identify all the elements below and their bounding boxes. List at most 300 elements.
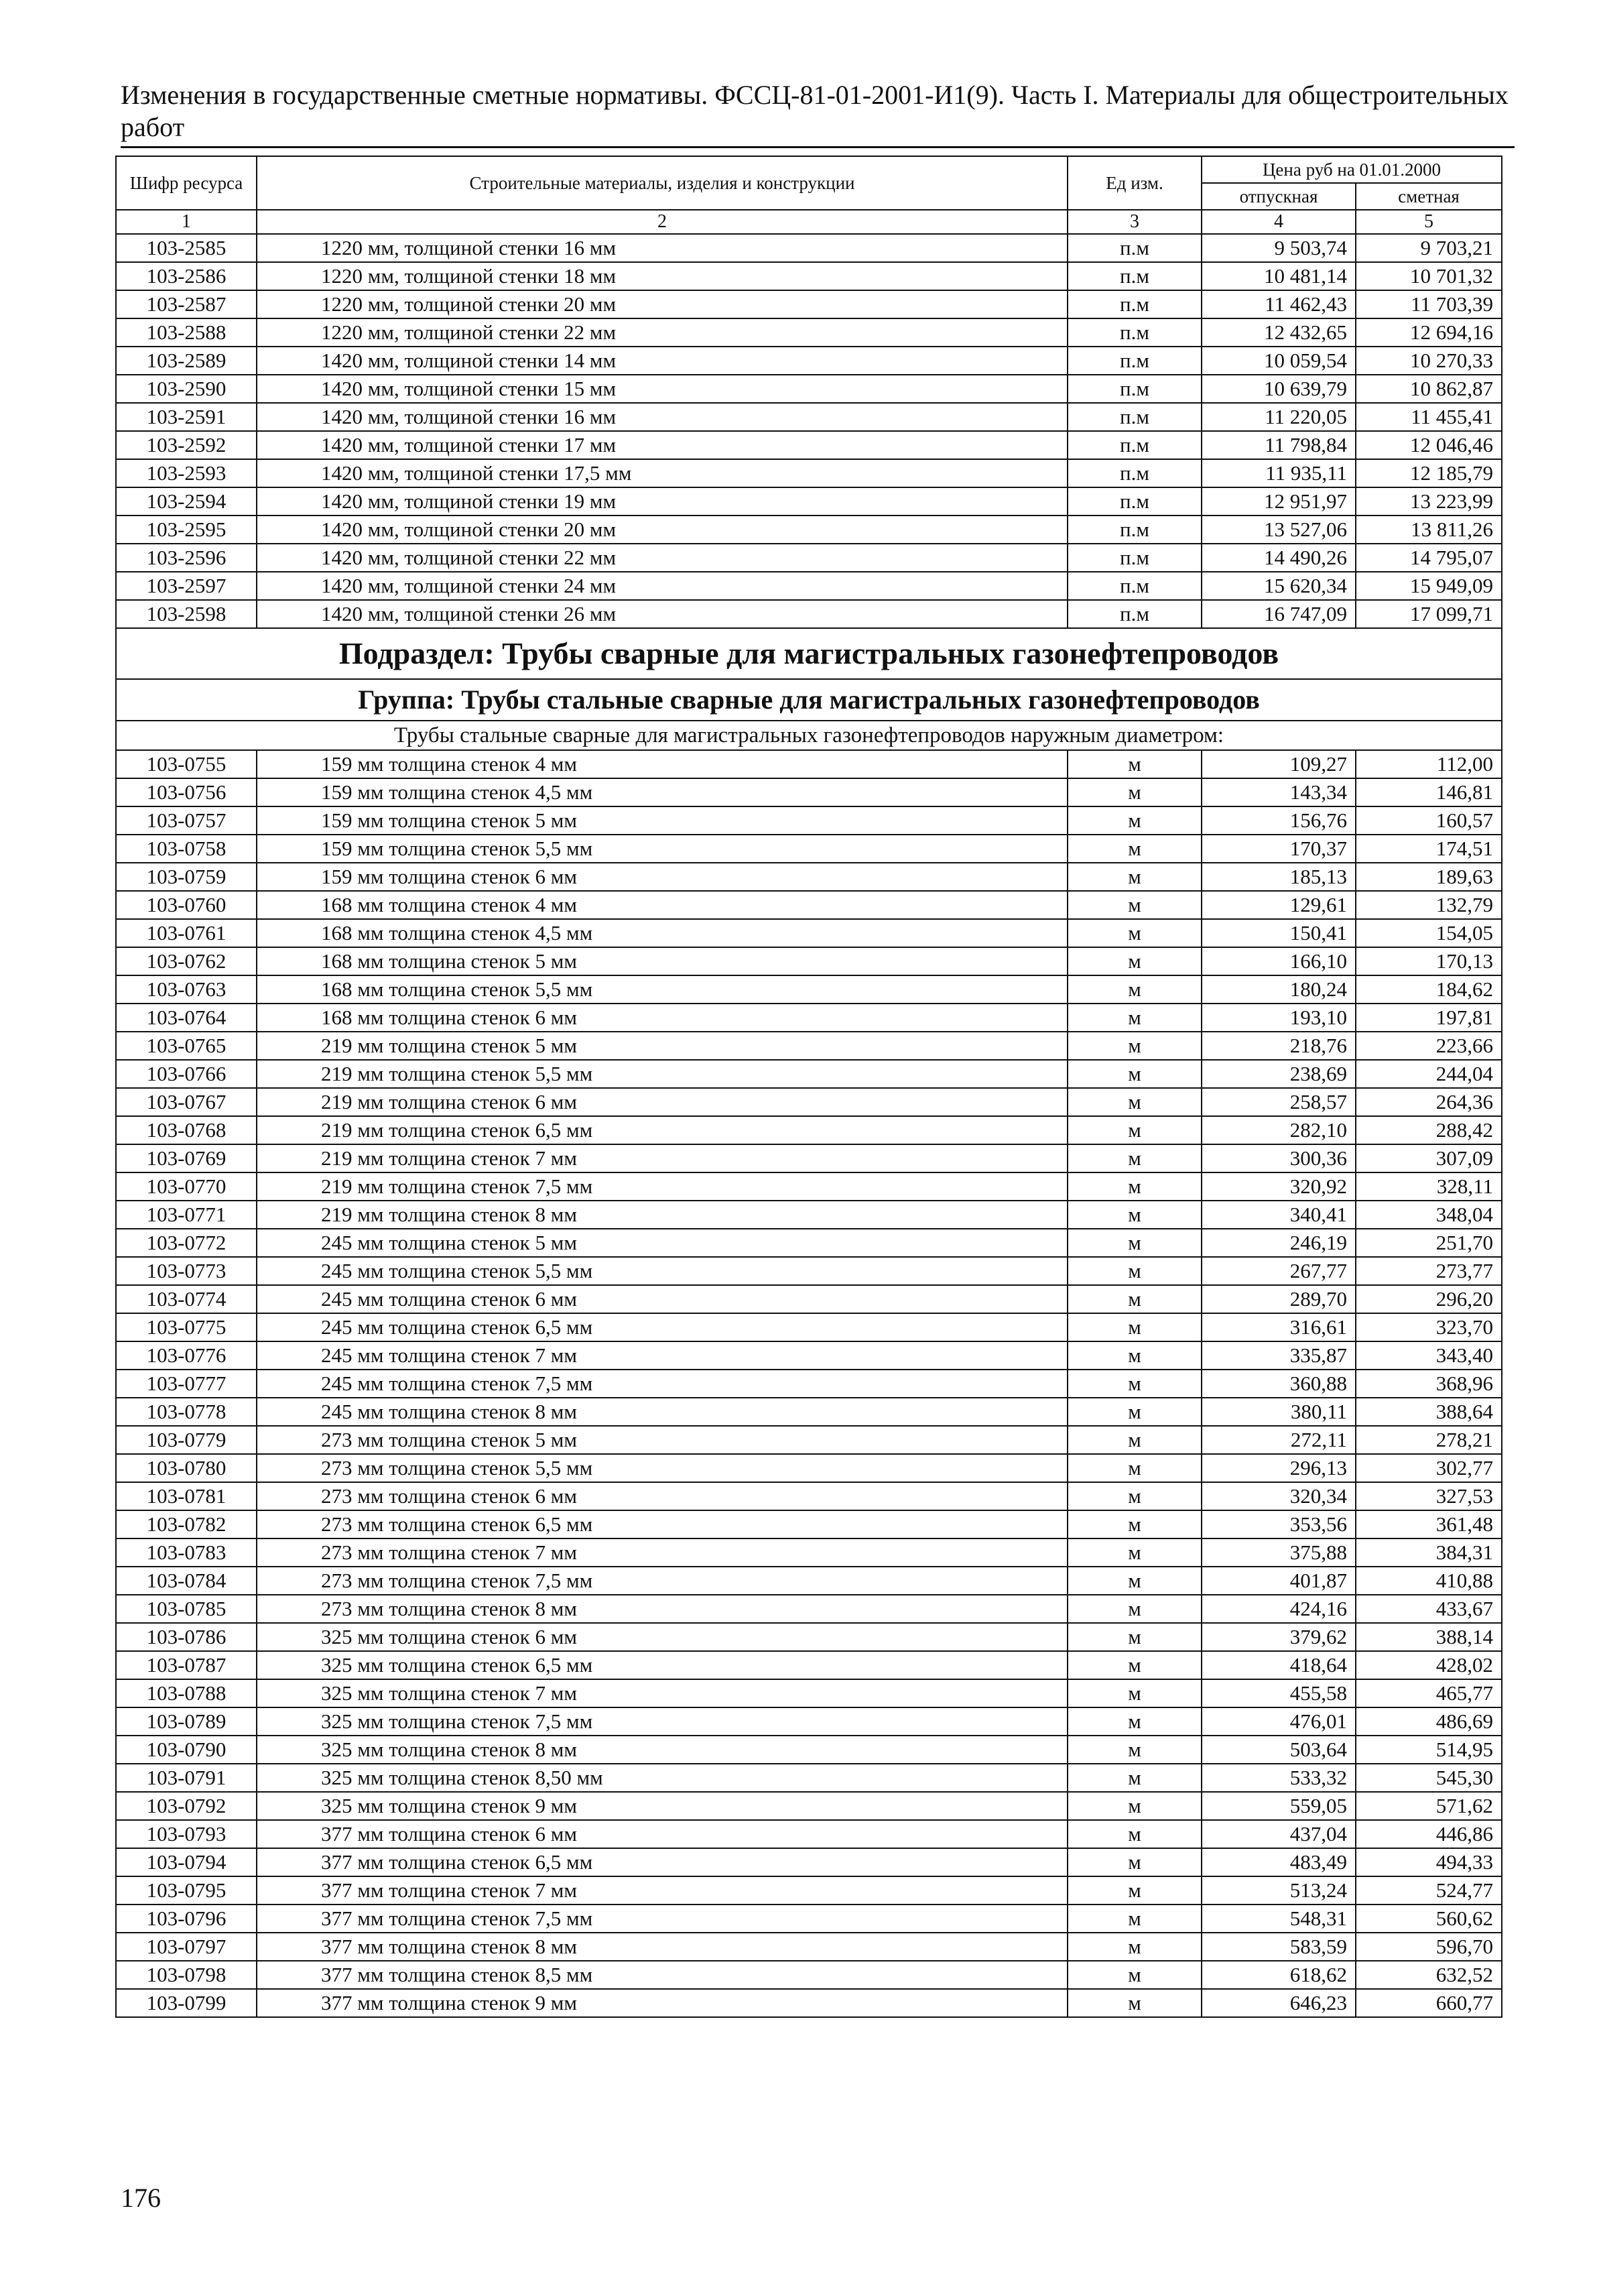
cell-release-price: 282,10 (1202, 1116, 1356, 1144)
cell-code: 103-0784 (116, 1567, 257, 1595)
cell-unit: м (1068, 778, 1202, 806)
cell-estimate-price: 433,67 (1356, 1595, 1502, 1623)
cell-release-price: 559,05 (1202, 1792, 1356, 1820)
cell-unit: м (1068, 1736, 1202, 1764)
table-row (116, 1848, 1502, 1876)
table-head (116, 156, 1502, 234)
cell-code: 103-0762 (116, 947, 257, 975)
table-row (116, 1482, 1502, 1510)
cell-name: 273 мм толщина стенок 5,5 мм (257, 1454, 1068, 1482)
cell-unit: м (1068, 1398, 1202, 1426)
table-row (116, 835, 1502, 863)
table-row (116, 863, 1502, 891)
header-estimate-price: сметная (1356, 183, 1502, 210)
table-row (116, 1736, 1502, 1764)
table-row (116, 1341, 1502, 1370)
cell-code: 103-2597 (116, 572, 257, 600)
cell-estimate-price: 244,04 (1356, 1060, 1502, 1088)
table-row (116, 1961, 1502, 1989)
cell-name: 1420 мм, толщиной стенки 24 мм (257, 572, 1068, 600)
cell-estimate-price: 10 701,32 (1356, 262, 1502, 290)
table-row (116, 1060, 1502, 1088)
cell-code: 103-2588 (116, 318, 257, 347)
table-row (116, 1792, 1502, 1820)
column-number-row (116, 210, 1502, 234)
cell-estimate-price: 264,36 (1356, 1088, 1502, 1116)
cell-estimate-price: 13 223,99 (1356, 487, 1502, 516)
table-row (116, 1567, 1502, 1595)
cell-estimate-price: 361,48 (1356, 1510, 1502, 1538)
table-row (116, 1538, 1502, 1567)
col-number: 1 (116, 210, 257, 234)
cell-release-price: 109,27 (1202, 750, 1356, 778)
cell-release-price: 12 432,65 (1202, 318, 1356, 347)
table-row (116, 234, 1502, 262)
cell-estimate-price: 273,77 (1356, 1257, 1502, 1285)
cell-code: 103-0779 (116, 1426, 257, 1454)
cell-release-price: 646,23 (1202, 1989, 1356, 2017)
table-row (116, 1679, 1502, 1707)
cell-name: 245 мм толщина стенок 6,5 мм (257, 1313, 1068, 1341)
cell-release-price: 185,13 (1202, 863, 1356, 891)
cell-release-price: 360,88 (1202, 1370, 1356, 1398)
subsection-heading: Подраздел: Трубы сварные для магистральных газонефтепроводов (116, 628, 1502, 679)
cell-name: 245 мм толщина стенок 5 мм (257, 1229, 1068, 1257)
cell-estimate-price: 368,96 (1356, 1370, 1502, 1398)
table-row (116, 544, 1502, 572)
cell-release-price: 12 951,97 (1202, 487, 1356, 516)
cell-estimate-price: 223,66 (1356, 1032, 1502, 1060)
cell-unit: м (1068, 1116, 1202, 1144)
cell-unit: м (1068, 1257, 1202, 1285)
cell-estimate-price: 410,88 (1356, 1567, 1502, 1595)
cell-code: 103-0760 (116, 891, 257, 919)
cell-estimate-price: 328,11 (1356, 1172, 1502, 1201)
cell-estimate-price: 514,95 (1356, 1736, 1502, 1764)
cell-name: 325 мм толщина стенок 6 мм (257, 1623, 1068, 1651)
cell-unit: п.м (1068, 544, 1202, 572)
cell-name: 159 мм толщина стенок 4 мм (257, 750, 1068, 778)
table-row (116, 1651, 1502, 1679)
table-row (116, 1454, 1502, 1482)
cell-release-price: 300,36 (1202, 1144, 1356, 1172)
cell-release-price: 476,01 (1202, 1707, 1356, 1736)
col-number: 5 (1356, 210, 1502, 234)
cell-estimate-price: 12 185,79 (1356, 459, 1502, 487)
cell-release-price: 14 490,26 (1202, 544, 1356, 572)
table-row (116, 947, 1502, 975)
cell-release-price: 340,41 (1202, 1201, 1356, 1229)
cell-estimate-price: 545,30 (1356, 1764, 1502, 1792)
cell-unit: м (1068, 1848, 1202, 1876)
table-row (116, 1172, 1502, 1201)
cell-name: 168 мм толщина стенок 5,5 мм (257, 975, 1068, 1004)
cell-estimate-price: 10 862,87 (1356, 375, 1502, 403)
cell-code: 103-2595 (116, 516, 257, 544)
cell-unit: п.м (1068, 459, 1202, 487)
cell-name: 325 мм толщина стенок 8,50 мм (257, 1764, 1068, 1792)
cell-name: 245 мм толщина стенок 8 мм (257, 1398, 1068, 1426)
table-row (116, 1989, 1502, 2017)
cell-unit: м (1068, 1792, 1202, 1820)
cell-estimate-price: 184,62 (1356, 975, 1502, 1004)
cell-unit: м (1068, 1201, 1202, 1229)
cell-release-price: 246,19 (1202, 1229, 1356, 1257)
cell-code: 103-2596 (116, 544, 257, 572)
header-code: Шифр ресурса (116, 156, 257, 210)
table-row (116, 318, 1502, 347)
table-row (116, 1088, 1502, 1116)
cell-release-price: 143,34 (1202, 778, 1356, 806)
cell-code: 103-2586 (116, 262, 257, 290)
cell-release-price: 320,34 (1202, 1482, 1356, 1510)
cell-release-price: 11 220,05 (1202, 403, 1356, 431)
cell-unit: м (1068, 1341, 1202, 1370)
table-row (116, 1623, 1502, 1651)
cell-release-price: 170,37 (1202, 835, 1356, 863)
cell-release-price: 166,10 (1202, 947, 1356, 975)
cell-name: 377 мм толщина стенок 9 мм (257, 1989, 1068, 2017)
cell-release-price: 11 462,43 (1202, 290, 1356, 318)
cell-release-price: 618,62 (1202, 1961, 1356, 1989)
table-row (116, 262, 1502, 290)
table-row (116, 1933, 1502, 1961)
cell-name: 377 мм толщина стенок 7 мм (257, 1876, 1068, 1905)
cell-code: 103-0761 (116, 919, 257, 947)
cell-name: 325 мм толщина стенок 7 мм (257, 1679, 1068, 1707)
table-row (116, 431, 1502, 459)
cell-estimate-price: 17 099,71 (1356, 600, 1502, 628)
cell-name: 159 мм толщина стенок 5 мм (257, 806, 1068, 835)
cell-name: 273 мм толщина стенок 6 мм (257, 1482, 1068, 1510)
cell-unit: м (1068, 1651, 1202, 1679)
cell-unit: м (1068, 1285, 1202, 1313)
cell-code: 103-0789 (116, 1707, 257, 1736)
cell-unit: м (1068, 1933, 1202, 1961)
cell-name: 245 мм толщина стенок 7,5 мм (257, 1370, 1068, 1398)
cell-unit: м (1068, 947, 1202, 975)
cell-release-price: 483,49 (1202, 1848, 1356, 1876)
cell-code: 103-0793 (116, 1820, 257, 1848)
table-row (116, 1820, 1502, 1848)
cell-name: 273 мм толщина стенок 7,5 мм (257, 1567, 1068, 1595)
cell-release-price: 180,24 (1202, 975, 1356, 1004)
table-row (116, 1905, 1502, 1933)
cell-name: 273 мм толщина стенок 6,5 мм (257, 1510, 1068, 1538)
cell-code: 103-0795 (116, 1876, 257, 1905)
cell-release-price: 156,76 (1202, 806, 1356, 835)
cell-release-price: 533,32 (1202, 1764, 1356, 1792)
cell-code: 103-0798 (116, 1961, 257, 1989)
cell-unit: м (1068, 891, 1202, 919)
cell-unit: п.м (1068, 572, 1202, 600)
cell-release-price: 296,13 (1202, 1454, 1356, 1482)
cell-name: 245 мм толщина стенок 5,5 мм (257, 1257, 1068, 1285)
cell-code: 103-2598 (116, 600, 257, 628)
cell-code: 103-2593 (116, 459, 257, 487)
cell-code: 103-2585 (116, 234, 257, 262)
header-name: Строительные материалы, изделия и конструкции (257, 156, 1068, 210)
cell-name: 168 мм толщина стенок 5 мм (257, 947, 1068, 975)
cell-release-price: 320,92 (1202, 1172, 1356, 1201)
cell-code: 103-0771 (116, 1201, 257, 1229)
table-row (116, 1201, 1502, 1229)
table-row (116, 403, 1502, 431)
cell-release-price: 10 059,54 (1202, 347, 1356, 375)
cell-estimate-price: 11 455,41 (1356, 403, 1502, 431)
cell-unit: м (1068, 1707, 1202, 1736)
table-row (116, 347, 1502, 375)
cell-code: 103-0774 (116, 1285, 257, 1313)
cell-name: 325 мм толщина стенок 6,5 мм (257, 1651, 1068, 1679)
table-row (116, 1707, 1502, 1736)
table-row (116, 891, 1502, 919)
cell-name: 1220 мм, толщиной стенки 22 мм (257, 318, 1068, 347)
cell-release-price: 15 620,34 (1202, 572, 1356, 600)
table-row (116, 975, 1502, 1004)
cell-estimate-price: 348,04 (1356, 1201, 1502, 1229)
cell-estimate-price: 343,40 (1356, 1341, 1502, 1370)
cell-estimate-price: 12 694,16 (1356, 318, 1502, 347)
page-number: 176 (121, 2183, 161, 2213)
cell-release-price: 150,41 (1202, 919, 1356, 947)
cell-release-price: 289,70 (1202, 1285, 1356, 1313)
cell-estimate-price: 13 811,26 (1356, 516, 1502, 544)
table-row (116, 1764, 1502, 1792)
cell-unit: п.м (1068, 403, 1202, 431)
cell-code: 103-0767 (116, 1088, 257, 1116)
cell-release-price: 335,87 (1202, 1341, 1356, 1370)
cell-name: 1420 мм, толщиной стенки 26 мм (257, 600, 1068, 628)
cell-name: 159 мм толщина стенок 4,5 мм (257, 778, 1068, 806)
cell-code: 103-0758 (116, 835, 257, 863)
cell-name: 245 мм толщина стенок 7 мм (257, 1341, 1068, 1370)
cell-code: 103-0781 (116, 1482, 257, 1510)
table-row (116, 1876, 1502, 1905)
table-row (116, 600, 1502, 628)
cell-estimate-price: 15 949,09 (1356, 572, 1502, 600)
header-unit: Ед изм. (1068, 156, 1202, 210)
cell-code: 103-0777 (116, 1370, 257, 1398)
cell-name: 325 мм толщина стенок 9 мм (257, 1792, 1068, 1820)
cell-estimate-price: 384,31 (1356, 1538, 1502, 1567)
cell-release-price: 401,87 (1202, 1567, 1356, 1595)
section-headings (116, 628, 1502, 750)
cell-name: 377 мм толщина стенок 7,5 мм (257, 1905, 1068, 1933)
cell-name: 377 мм толщина стенок 8 мм (257, 1933, 1068, 1961)
cell-release-price: 11 798,84 (1202, 431, 1356, 459)
table-row (116, 516, 1502, 544)
cell-release-price: 353,56 (1202, 1510, 1356, 1538)
cell-release-price: 424,16 (1202, 1595, 1356, 1623)
price-table (115, 156, 1502, 2018)
header-price-group: Цена руб на 01.01.2000 (1202, 156, 1502, 183)
cell-release-price: 129,61 (1202, 891, 1356, 919)
cell-name: 1420 мм, толщиной стенки 19 мм (257, 487, 1068, 516)
cell-name: 273 мм толщина стенок 7 мм (257, 1538, 1068, 1567)
cell-release-price: 548,31 (1202, 1905, 1356, 1933)
cell-unit: п.м (1068, 375, 1202, 403)
table-row (116, 459, 1502, 487)
cell-release-price: 375,88 (1202, 1538, 1356, 1567)
col-number: 4 (1202, 210, 1356, 234)
cell-unit: м (1068, 835, 1202, 863)
col-number: 2 (257, 210, 1068, 234)
cell-name: 325 мм толщина стенок 7,5 мм (257, 1707, 1068, 1736)
cell-code: 103-0766 (116, 1060, 257, 1088)
cell-unit: м (1068, 1088, 1202, 1116)
cell-code: 103-0763 (116, 975, 257, 1004)
cell-estimate-price: 446,86 (1356, 1820, 1502, 1848)
cell-name: 168 мм толщина стенок 6 мм (257, 1004, 1068, 1032)
cell-unit: м (1068, 806, 1202, 835)
cell-unit: м (1068, 1426, 1202, 1454)
table-row (116, 750, 1502, 778)
cell-estimate-price: 146,81 (1356, 778, 1502, 806)
cell-unit: п.м (1068, 487, 1202, 516)
table-row (116, 1370, 1502, 1398)
cell-estimate-price: 278,21 (1356, 1426, 1502, 1454)
cell-release-price: 583,59 (1202, 1933, 1356, 1961)
cell-unit: м (1068, 1961, 1202, 1989)
cell-unit: м (1068, 1989, 1202, 2017)
cell-code: 103-0788 (116, 1679, 257, 1707)
cell-release-price: 218,76 (1202, 1032, 1356, 1060)
cell-release-price: 267,77 (1202, 1257, 1356, 1285)
cell-name: 1420 мм, толщиной стенки 15 мм (257, 375, 1068, 403)
cell-name: 1220 мм, толщиной стенки 18 мм (257, 262, 1068, 290)
table-row (116, 1144, 1502, 1172)
cell-estimate-price: 323,70 (1356, 1313, 1502, 1341)
cell-code: 103-0780 (116, 1454, 257, 1482)
cell-code: 103-2590 (116, 375, 257, 403)
cell-unit: м (1068, 1764, 1202, 1792)
cell-unit: м (1068, 1876, 1202, 1905)
cell-name: 219 мм толщина стенок 5 мм (257, 1032, 1068, 1060)
cell-code: 103-2592 (116, 431, 257, 459)
cell-name: 219 мм толщина стенок 7 мм (257, 1144, 1068, 1172)
cell-release-price: 193,10 (1202, 1004, 1356, 1032)
cell-unit: м (1068, 1172, 1202, 1201)
cell-code: 103-0769 (116, 1144, 257, 1172)
table-row (116, 1257, 1502, 1285)
cell-estimate-price: 560,62 (1356, 1905, 1502, 1933)
cell-name: 219 мм толщина стенок 6 мм (257, 1088, 1068, 1116)
cell-name: 1420 мм, толщиной стенки 14 мм (257, 347, 1068, 375)
group-heading: Группа: Трубы стальные сварные для магистральных газонефтепроводов (116, 679, 1502, 721)
cell-name: 168 мм толщина стенок 4 мм (257, 891, 1068, 919)
table-row (116, 1004, 1502, 1032)
table-row (116, 487, 1502, 516)
table-row (116, 1398, 1502, 1426)
cell-code: 103-0792 (116, 1792, 257, 1820)
cell-unit: п.м (1068, 318, 1202, 347)
cell-unit: п.м (1068, 347, 1202, 375)
table-row (116, 1229, 1502, 1257)
cell-estimate-price: 189,63 (1356, 863, 1502, 891)
table-row (116, 1116, 1502, 1144)
cell-code: 103-0775 (116, 1313, 257, 1341)
page-header-title: Изменения в государственные сметные нормативы. ФССЦ-81-01-2001-И1(9). Часть I. Материалы для общестроительных работ (121, 80, 1509, 142)
cell-name: 159 мм толщина стенок 5,5 мм (257, 835, 1068, 863)
table-row (116, 572, 1502, 600)
cell-code: 103-0759 (116, 863, 257, 891)
cell-code: 103-0770 (116, 1172, 257, 1201)
table-row (116, 1032, 1502, 1060)
table-row (116, 1510, 1502, 1538)
cell-estimate-price: 596,70 (1356, 1933, 1502, 1961)
cell-estimate-price: 465,77 (1356, 1679, 1502, 1707)
cell-release-price: 11 935,11 (1202, 459, 1356, 487)
cell-name: 1220 мм, толщиной стенки 16 мм (257, 234, 1068, 262)
cell-unit: м (1068, 1032, 1202, 1060)
cell-name: 377 мм толщина стенок 6,5 мм (257, 1848, 1068, 1876)
cell-release-price: 272,11 (1202, 1426, 1356, 1454)
cell-estimate-price: 388,64 (1356, 1398, 1502, 1426)
cell-release-price: 9 503,74 (1202, 234, 1356, 262)
cell-code: 103-2594 (116, 487, 257, 516)
cell-code: 103-0787 (116, 1651, 257, 1679)
cell-estimate-price: 296,20 (1356, 1285, 1502, 1313)
cell-estimate-price: 302,77 (1356, 1454, 1502, 1482)
cell-estimate-price: 174,51 (1356, 835, 1502, 863)
cell-name: 273 мм толщина стенок 5 мм (257, 1426, 1068, 1454)
cell-code: 103-2591 (116, 403, 257, 431)
table-row (116, 1285, 1502, 1313)
table-body-top (116, 234, 1502, 628)
cell-estimate-price: 428,02 (1356, 1651, 1502, 1679)
cell-name: 1420 мм, толщиной стенки 20 мм (257, 516, 1068, 544)
cell-estimate-price: 11 703,39 (1356, 290, 1502, 318)
cell-name: 219 мм толщина стенок 8 мм (257, 1201, 1068, 1229)
cell-release-price: 10 481,14 (1202, 262, 1356, 290)
cell-code: 103-0786 (116, 1623, 257, 1651)
cell-release-price: 13 527,06 (1202, 516, 1356, 544)
cell-unit: м (1068, 863, 1202, 891)
cell-estimate-price: 251,70 (1356, 1229, 1502, 1257)
cell-estimate-price: 132,79 (1356, 891, 1502, 919)
cell-unit: м (1068, 1510, 1202, 1538)
cell-unit: м (1068, 1905, 1202, 1933)
cell-release-price: 455,58 (1202, 1679, 1356, 1707)
cell-unit: м (1068, 1595, 1202, 1623)
cell-unit: п.м (1068, 234, 1202, 262)
table-row (116, 375, 1502, 403)
cell-unit: м (1068, 1567, 1202, 1595)
cell-unit: п.м (1068, 431, 1202, 459)
cell-release-price: 16 747,09 (1202, 600, 1356, 628)
table-row (116, 778, 1502, 806)
cell-estimate-price: 9 703,21 (1356, 234, 1502, 262)
cell-name: 159 мм толщина стенок 6 мм (257, 863, 1068, 891)
cell-release-price: 10 639,79 (1202, 375, 1356, 403)
cell-name: 1220 мм, толщиной стенки 20 мм (257, 290, 1068, 318)
cell-unit: м (1068, 1313, 1202, 1341)
cell-release-price: 258,57 (1202, 1088, 1356, 1116)
cell-unit: м (1068, 975, 1202, 1004)
cell-code: 103-0773 (116, 1257, 257, 1285)
cell-code: 103-0755 (116, 750, 257, 778)
cell-unit: м (1068, 919, 1202, 947)
cell-code: 103-0796 (116, 1905, 257, 1933)
cell-release-price: 379,62 (1202, 1623, 1356, 1651)
cell-release-price: 503,64 (1202, 1736, 1356, 1764)
cell-unit: м (1068, 1060, 1202, 1088)
cell-estimate-price: 112,00 (1356, 750, 1502, 778)
cell-unit: п.м (1068, 290, 1202, 318)
cell-estimate-price: 12 046,46 (1356, 431, 1502, 459)
cell-name: 273 мм толщина стенок 8 мм (257, 1595, 1068, 1623)
